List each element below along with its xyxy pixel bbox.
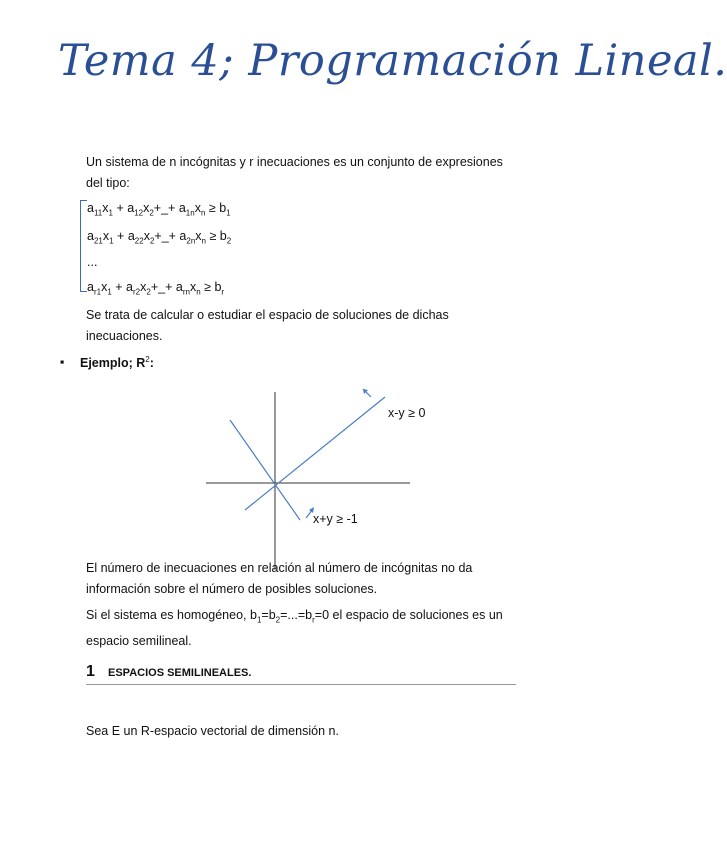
- equation-row-r: $a_{r1}x_1$ + $a_{r2}x_2+\_+ a_{rn}x_n \ge b_r$: [87, 280, 225, 297]
- intro-paragraph: Un sistema de n incógnitas y r inecuaciones es un conjunto de expresiones del tipo:: [86, 155, 503, 190]
- label-upper-inequality: x-y ≥ 0: [388, 406, 426, 420]
- page-title: Tema 4; Programación Lineal.: [58, 36, 727, 86]
- equation-row-ellipsis: ...: [87, 255, 98, 269]
- homogeneous-paragraph: Si el sistema es homogéneo, $b_1=b_2=...=b_r=0$ el espacio de soluciones es un espacio semilineal.: [86, 608, 503, 648]
- description-paragraph: Se trata de calcular o estudiar el espacio de soluciones de dichas inecuaciones.: [86, 308, 449, 343]
- section-divider: [86, 684, 516, 685]
- definition-paragraph: Sea E un R-espacio vectorial de dimensión n.: [86, 724, 339, 738]
- line-x-plus-y: [230, 420, 300, 520]
- section-number: 1: [86, 663, 95, 680]
- label-lower-inequality: x+y ≥ -1: [313, 512, 358, 526]
- bullet-icon: ▪: [60, 355, 65, 369]
- equation-row-1: $a_{11}x_1$ + $a_{12}x_2+\_+ a_{1n}x_n \ge b_1$: [87, 201, 231, 218]
- inequalities-note-paragraph: El número de inecuaciones en relación al número de incógnitas no da información sobre el número de posibles soluciones.: [86, 561, 473, 596]
- example-heading: Ejemplo; $R^2$:: [80, 355, 154, 371]
- line-x-minus-y: [245, 397, 385, 510]
- section-title: ESPACIOS SEMILINEALES.: [108, 667, 252, 679]
- equation-row-2: $a_{21}x_1$ + $a_{22}x_2+\_+ a_{2n}x_n \ge b_2$: [87, 229, 232, 246]
